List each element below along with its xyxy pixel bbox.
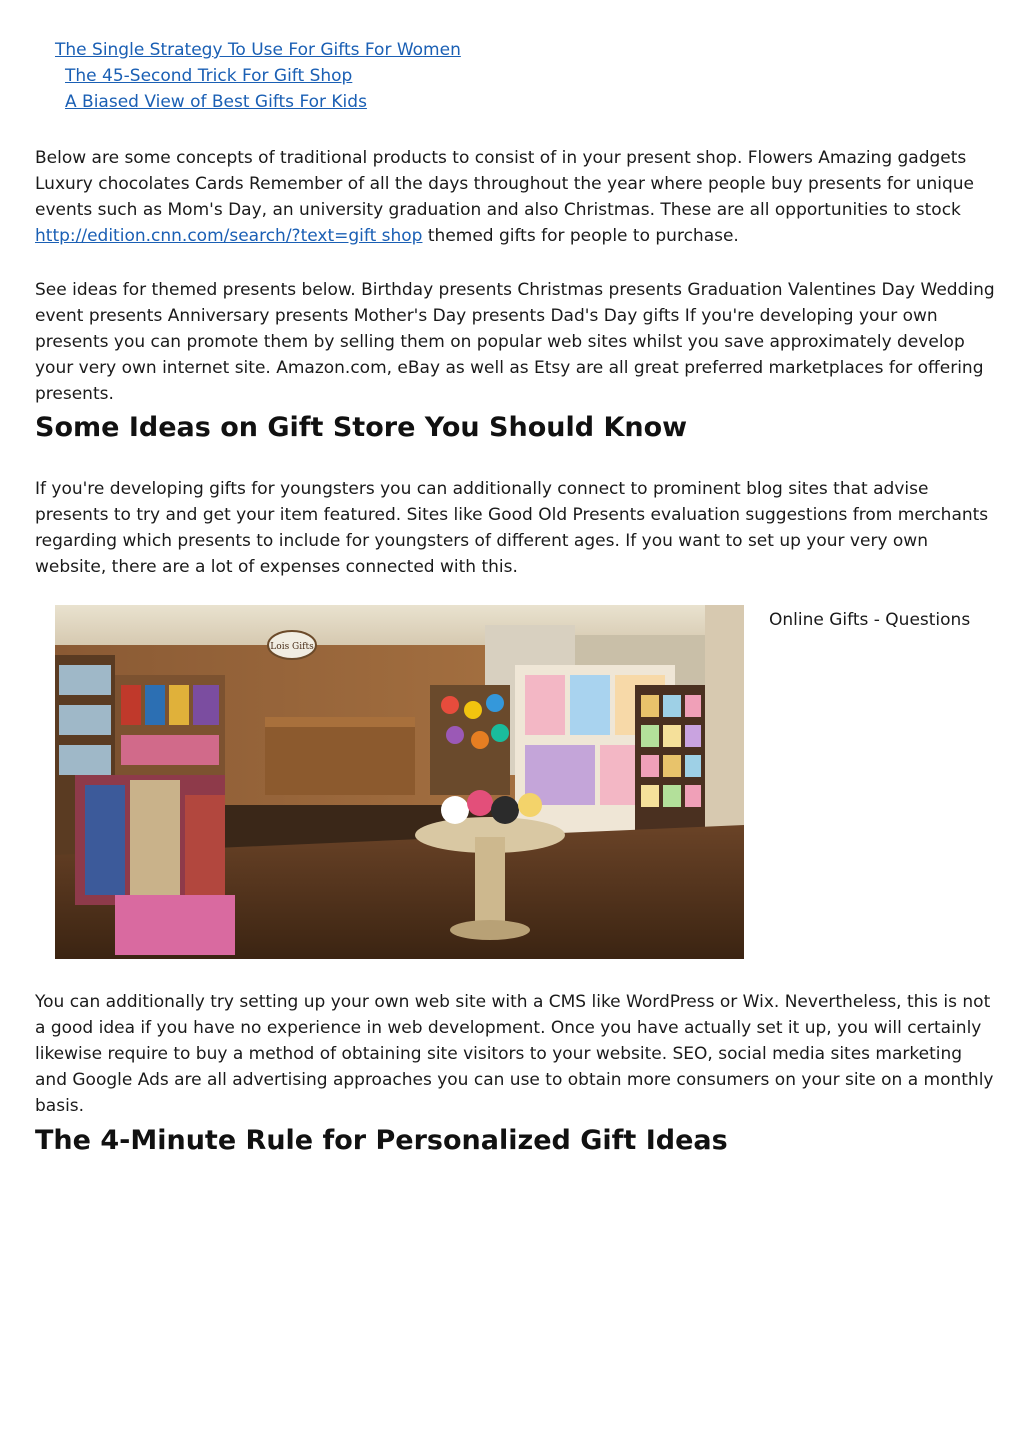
store-sign-text: Lois Gifts	[270, 642, 314, 652]
toc-link-gifts-for-kids[interactable]: A Biased View of Best Gifts For Kids	[65, 92, 367, 112]
paragraph-text-tail: themed gifts for people to purchase.	[422, 226, 739, 246]
side-caption: Online Gifts - Questions	[769, 610, 971, 630]
paragraph-gifts-for-youngsters: If you're developing gifts for youngsters you can additionally connect to prominent blog sites that advise presents to try and get your item featured. Sites like Good Old Presents evaluation suggestions from merchants regarding which presents to include for youngsters of different ages. If you want to set up your very own website, there are a lot of expenses connected with this.	[35, 479, 989, 577]
paragraph-themed-presents: See ideas for themed presents below. Birthday presents Christmas presents Graduation Valentines Day Wedding event presents Anniversary presents Mother's Day presents Dad's Day gifts If you're developing your own presents you can promote them by selling them on popular web sites whilst you save approximately develop your very own internet site. Amazon.com, eBay as well as Etsy are all great preferred marketplaces for offering presents.	[35, 280, 995, 404]
paragraph-text: Below are some concepts of traditional products to consist of in your present shop. Flowers Amazing gadgets Luxury chocolates Cards Remember of all the days throughout the year where people buy presents for unique events such as Mom's Day, an university graduation and also Christmas. These are all opportunities to stock	[35, 148, 974, 220]
cnn-search-link[interactable]: http://edition.cnn.com/search/?text=gift shop	[35, 226, 423, 246]
paragraph-traditional-products	[35, 145, 995, 249]
section-heading-personalized-gift-ideas: The 4-Minute Rule for Personalized Gift Ideas	[35, 1125, 728, 1156]
toc-link-gift-shop[interactable]: The 45-Second Trick For Gift Shop	[65, 66, 353, 86]
section-heading-gift-store-ideas: Some Ideas on Gift Store You Should Know	[35, 412, 688, 443]
paragraph-cms-website: You can additionally try setting up your own web site with a CMS like WordPress or Wix. Nevertheless, this is not a good idea if you have no experience in web development. Once you have actually set it up, you will certainly likewise require to buy a method of obtaining site visitors to your website. SEO, social media sites marketing and Google Ads are all advertising approaches you can use to obtain more consumers on your site on a monthly basis.	[35, 992, 994, 1116]
gift-shop-photo	[55, 605, 744, 959]
toc-link-gifts-for-women[interactable]: The Single Strategy To Use For Gifts For Women	[55, 40, 461, 60]
